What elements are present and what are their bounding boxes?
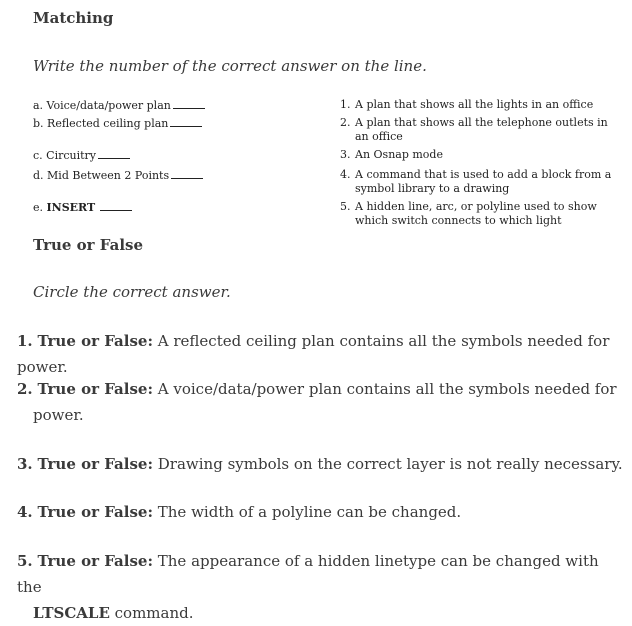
true-false-choice[interactable]: True or False: xyxy=(37,503,153,521)
statement-text: The width of a polyline can be changed. xyxy=(153,503,462,521)
item-number: 2. xyxy=(17,380,33,398)
matching-right-item-4 xyxy=(340,168,625,196)
matching-right-text: A plan that shows all the lights in an office xyxy=(355,98,594,111)
answer-blank[interactable] xyxy=(170,116,202,127)
statement-text: command. xyxy=(109,604,194,622)
matching-left-item-d xyxy=(33,168,203,182)
true-false-choice[interactable]: True or False: xyxy=(37,455,153,473)
matching-right-item-5 xyxy=(340,200,625,228)
matching-right-num: 4. xyxy=(340,168,351,181)
true-false-item-2 xyxy=(17,376,625,428)
matching-right-num: 2. xyxy=(340,116,351,129)
command-name: LTSCALE xyxy=(33,604,110,622)
matching-right-item-2 xyxy=(340,116,625,144)
matching-right-item-3 xyxy=(340,148,625,162)
true-false-item-3 xyxy=(17,451,625,477)
item-number: 3. xyxy=(17,455,33,473)
matching-left-label: d. Mid Between 2 Points xyxy=(33,169,170,182)
true-false-instruction: Circle the correct answer. xyxy=(33,283,231,301)
matching-right-num: 1. xyxy=(340,98,351,111)
matching-left-item-e xyxy=(33,200,132,214)
matching-left-label: c. Circuitry xyxy=(33,149,97,162)
answer-blank[interactable] xyxy=(171,168,203,179)
answer-blank[interactable] xyxy=(100,200,132,211)
true-false-choice[interactable]: True or False: xyxy=(37,552,153,570)
statement-text: A voice/data/power plan contains all the symbols needed for xyxy=(153,380,617,398)
matching-right-text: A command that is used to add a block from a symbol library to a drawing xyxy=(355,168,612,195)
answer-blank[interactable] xyxy=(173,98,205,109)
matching-right-text: A hidden line, arc, or polyline used to show which switch connects to which light xyxy=(355,200,597,227)
true-false-choice[interactable]: True or False: xyxy=(37,332,153,350)
item-number: 1. xyxy=(17,332,33,350)
matching-left-item-c xyxy=(33,148,130,162)
statement-continuation xyxy=(17,600,625,626)
matching-right-num: 5. xyxy=(340,200,351,213)
item-number: 5. xyxy=(17,552,33,570)
matching-right-num: 3. xyxy=(340,148,351,161)
true-false-choice[interactable]: True or False: xyxy=(37,380,153,398)
matching-heading: Matching xyxy=(33,9,114,27)
statement-text: Drawing symbols on the correct layer is not really necessary. xyxy=(153,455,623,473)
statement-text: The appearance of a hidden linetype can be changed with the xyxy=(17,552,599,596)
matching-left-label: a. Voice/data/power plan xyxy=(33,99,171,112)
true-false-item-1 xyxy=(17,328,625,380)
matching-right-text: A plan that shows all the telephone outlets in an office xyxy=(355,116,608,143)
true-false-item-4 xyxy=(17,499,625,525)
true-false-heading: True or False xyxy=(33,236,144,254)
item-number: 4. xyxy=(17,503,33,521)
statement-continuation: power. xyxy=(33,406,84,424)
true-false-item-5 xyxy=(17,548,625,626)
matching-left-label: b. Reflected ceiling plan xyxy=(33,117,169,130)
matching-right-item-1 xyxy=(340,98,625,112)
matching-right-text: An Osnap mode xyxy=(355,148,443,161)
matching-left-item-b xyxy=(33,116,202,130)
answer-blank[interactable] xyxy=(98,148,130,159)
matching-left-prefix: e. xyxy=(33,201,47,214)
matching-left-label: INSERT xyxy=(46,201,96,214)
statement-text: A reflected ceiling plan contains all the symbols needed for power. xyxy=(17,332,610,376)
matching-instruction: Write the number of the correct answer on the line. xyxy=(33,57,427,75)
matching-left-item-a xyxy=(33,98,205,112)
